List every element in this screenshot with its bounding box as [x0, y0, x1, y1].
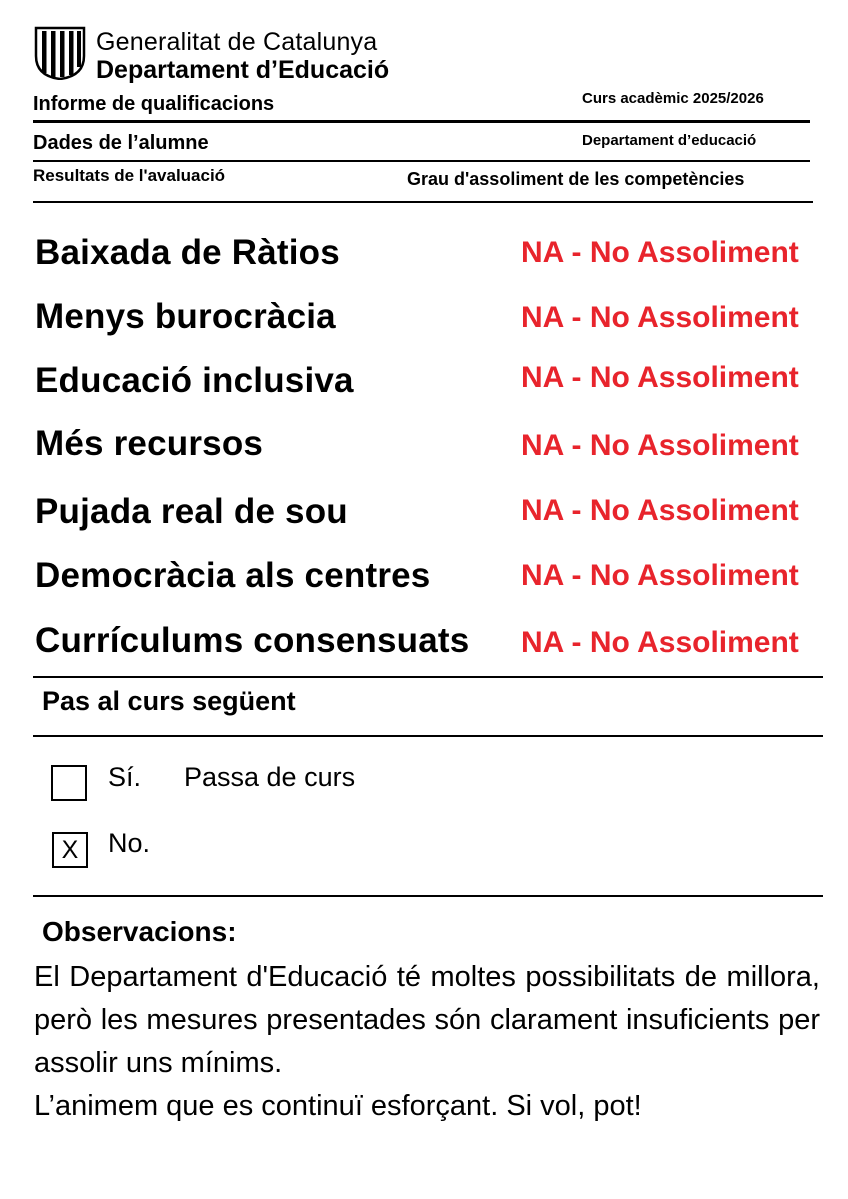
competency-grade: NA - No Assoliment [521, 559, 799, 592]
promotion-title: Pas al curs següent [42, 686, 296, 716]
checkbox-yes[interactable] [51, 765, 87, 801]
competency-grade: NA - No Assoliment [521, 361, 799, 394]
divider [33, 735, 823, 737]
checkbox-no[interactable]: X [52, 832, 88, 868]
competency-grade: NA - No Assoliment [521, 494, 799, 527]
academic-year: Curs acadèmic 2025/2026 [582, 90, 764, 107]
org-name: Generalitat de Catalunya [96, 28, 378, 56]
competency-label: Més recursos [35, 424, 264, 463]
option-no-label: No. [108, 828, 151, 858]
competency-grade: NA - No Assoliment [521, 301, 799, 334]
dept-name: Departament d’Educació [96, 56, 390, 84]
results-label: Resultats de l'avaluació [33, 166, 226, 185]
competency-label: Baixada de Ràtios [35, 233, 340, 272]
observations-paragraph: L’animem que es continuï esforçant. Si vol, pot! [34, 1090, 642, 1122]
report-title: Informe de qualificacions [33, 93, 275, 115]
competency-label: Educació inclusiva [35, 361, 354, 400]
option-yes-desc: Passa de curs [184, 762, 356, 792]
competency-label: Menys burocràcia [35, 297, 336, 336]
observations-text [34, 956, 820, 1128]
student-data-label: Dades de l’alumne [33, 132, 209, 154]
competency-label: Democràcia als centres [35, 556, 431, 595]
observations-paragraph: El Departament d'Educació té moltes possibilitats de millora, però les mesures presentades són clarament insuficients per assolir uns mínims. [34, 961, 820, 1079]
competency-label: Pujada real de sou [35, 492, 348, 531]
divider [33, 120, 810, 123]
department-field: Departament d’educació [582, 132, 757, 149]
competency-grade: NA - No Assoliment [521, 236, 799, 269]
generalitat-logo-icon [34, 26, 86, 80]
divider [33, 201, 813, 203]
observations-title: Observacions: [42, 916, 237, 947]
competency-grade: NA - No Assoliment [521, 429, 799, 462]
divider [33, 676, 823, 678]
divider [33, 160, 810, 162]
divider [33, 895, 823, 897]
grade-header: Grau d'assoliment de les competències [407, 169, 745, 189]
competency-grade: NA - No Assoliment [521, 626, 799, 659]
competency-label: Currículums consensuats [35, 621, 470, 660]
option-yes-label: Sí. [108, 762, 142, 792]
